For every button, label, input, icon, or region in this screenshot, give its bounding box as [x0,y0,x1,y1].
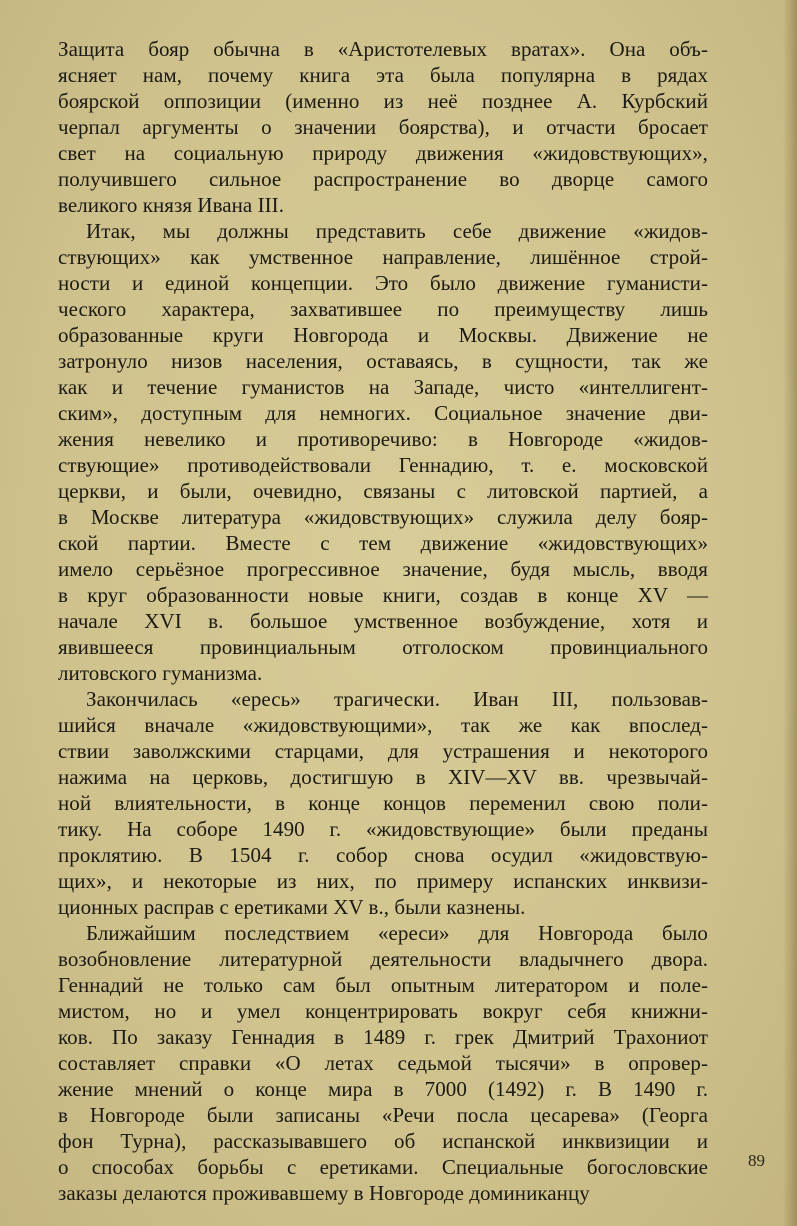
text-line: заказы делаются проживавшему в Новгороде доминиканцу [58,1181,590,1205]
text-body [58,36,708,1206]
text-line: великого князя Ивана III. [58,193,285,217]
text-line: Защита бояр обычна в «Аристотелевых вратах». Она объ- [58,37,708,61]
text-line: церкви, и были, очевидно, связаны с литовской партией, а [58,479,708,503]
text-line: получившего сильное распространение во дворце самого [58,167,708,191]
text-line: в Москве литература «жидовствующих» служила делу бояр- [58,505,708,529]
text-line: ков. По заказу Геннадия в 1489 г. грек Дмитрий Трахониот [58,1025,708,1049]
text-line: ческого характера, захватившее по преимуществу лишь [58,297,708,321]
text-line: ясняет нам, почему книга эта была популярна в рядах [58,63,708,87]
text-line: возобновление литературной деятельности владычнего двора. [58,947,708,971]
text-line: мистом, но и умел концентрировать вокруг себя книжни- [58,999,708,1023]
book-page [58,36,765,1205]
text-line: как и течение гуманистов на Западе, чисто «интеллигент- [58,375,708,399]
text-line: в круг образованности новые книги, создав в конце XV — [58,583,708,607]
text-line: боярской оппозиции (именно из неё позднее А. Курбский [58,89,708,113]
text-line: тику. На соборе 1490 г. «жидовствующие» были преданы [58,817,708,841]
paragraph [58,218,708,686]
text-line: ствующие» противодействовали Геннадию, т. е. московской [58,453,708,477]
text-line: черпал аргументы о значении боярства), и отчасти бросает [58,115,708,139]
text-line: образованные круги Новгорода и Москвы. Движение не [58,323,708,347]
text-line: фон Турна), рассказывавшего об испанской инквизиции и [58,1129,708,1153]
paragraph [58,686,708,920]
text-line: Итак, мы должны представить себе движение «жидов- [86,219,708,243]
text-line: составляет справки «О летах седьмой тысячи» в опровер- [58,1051,708,1075]
text-line: ской партии. Вместе с тем движение «жидовствующих» [58,531,708,555]
text-line: Геннадий не только сам был опытным литератором и поле- [58,973,708,997]
text-line: шийся вначале «жидовствующими», так же как впослед- [58,713,708,737]
paragraph [58,36,708,218]
text-line: начале XVI в. большое умственное возбуждение, хотя и [58,609,708,633]
text-line: ционных расправ с еретиками XV в., были казнены. [58,895,526,919]
text-line: имело серьёзное прогрессивное значение, будя мысль, вводя [58,557,708,581]
text-line: Закончилась «ересь» трагически. Иван III, пользовав- [86,687,708,711]
text-line: жения невелико и противоречиво: в Новгороде «жидов- [58,427,708,451]
text-line: свет на социальную природу движения «жидовствующих», [58,141,708,165]
text-line: проклятию. В 1504 г. собор снова осудил «жидовствую- [58,843,708,867]
text-line: ствующих» как умственное направление, лишённое строй- [58,245,708,269]
text-line: жение мнений о конце мира в 7000 (1492) г. В 1490 г. [58,1077,708,1101]
text-line: ной влиятельности, в конце концов переменил свою поли- [58,791,708,815]
page-edge-shadow [783,0,797,1226]
text-line: нажима на церковь, достигшую в XIV—XV вв. чрезвычай- [58,765,708,789]
paragraph [58,920,708,1206]
text-line: о способах борьбы с еретиками. Специальные богословские [58,1155,708,1179]
page-number: 89 [748,1151,765,1170]
text-line: затронуло низов населения, оставаясь, в сущности, так же [58,349,708,373]
text-line: в Новгороде были записаны «Речи посла цесарева» (Георга [58,1103,708,1127]
text-line: явившееся провинциальным отголоском провинциального [58,635,708,659]
text-line: литовского гуманизма. [58,661,263,685]
text-line: Ближайшим последствием «ереси» для Новгорода было [86,921,708,945]
text-line: ским», доступным для немногих. Социальное значение дви- [58,401,708,425]
text-line: ствии заволжскими старцами, для устрашения и некоторого [58,739,708,763]
text-line: ности и единой концепции. Это было движение гуманисти- [58,271,708,295]
text-line: щих», и некоторые из них, по примеру испанских инквизи- [58,869,708,893]
